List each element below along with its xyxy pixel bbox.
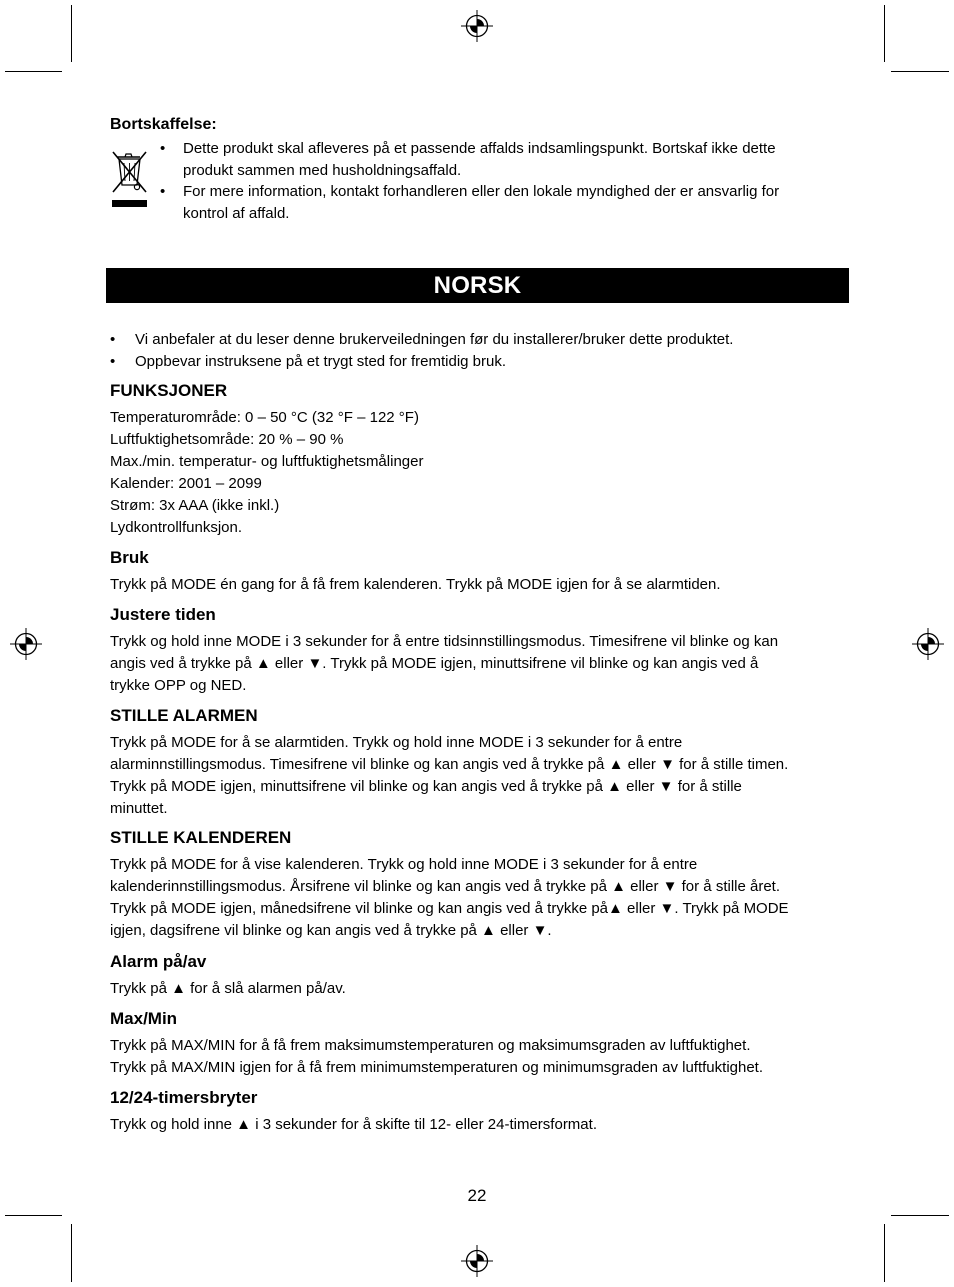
registration-mark-icon (460, 1244, 494, 1278)
text-line: Temperaturområde: 0 – 50 °C (32 °F – 122 °F) (110, 409, 419, 426)
section-heading: STILLE ALARMEN (110, 706, 258, 725)
section-heading: 12/24-timersbryter (110, 1088, 258, 1107)
section-stille-kalenderen (110, 827, 789, 942)
section-justere-tiden (110, 604, 778, 697)
bullet-marker: • (110, 353, 116, 370)
crop-mark-top-right-horizontal (891, 71, 949, 72)
crop-mark-top-right-vertical (884, 5, 885, 62)
section-max-min (110, 1008, 763, 1079)
text-line: alarminnstillingsmodus. Timesifrene vil blinke og kan angis ved å trykke på ▲ eller ▼ for å stille timen. (110, 756, 789, 773)
section-bruk (110, 547, 721, 596)
section-heading: Max/Min (110, 1009, 178, 1028)
text-line: Vi anbefaler at du leser denne brukerveiledningen før du installerer/bruker dette produktet. (135, 331, 734, 348)
section-heading: Alarm på/av (110, 952, 207, 971)
text-line: Trykk og hold inne ▲ i 3 sekunder for å skifte til 12- eller 24-timersformat. (110, 1116, 597, 1133)
section-heading: FUNKSJONER (110, 381, 228, 400)
text-line: Strøm: 3x AAA (ikke inkl.) (110, 497, 280, 514)
page-number: 22 (467, 1186, 487, 1205)
section-funksjoner (110, 380, 423, 539)
text-line: trykke OPP og NED. (110, 677, 247, 694)
section-heading: Bruk (110, 548, 149, 567)
disposal-heading: Bortskaffelse: (110, 116, 217, 133)
text-line: Luftfuktighetsområde: 20 % – 90 % (110, 431, 344, 448)
crop-mark-top-left-horizontal (5, 71, 62, 72)
section-stille-alarmen (110, 705, 788, 820)
text-line: Trykk på MAX/MIN for å få frem maksimumstemperaturen og maksimumsgraden av luftfuktighet. (110, 1037, 751, 1054)
section-heading: STILLE KALENDEREN (110, 828, 292, 847)
text-line: igjen, dagsifrene vil blinke og kan angis ved å trykke på ▲ eller ▼. (110, 922, 552, 939)
text-line: For mere information, kontakt forhandleren eller den lokale myndighed der er ansvarlig for (183, 183, 780, 200)
crop-mark-bottom-right-horizontal (891, 1215, 949, 1216)
text-line: angis ved å trykke på ▲ eller ▼. Trykk på MODE igjen, minuttsifrene vil blinke og kan angis ved å (110, 655, 759, 672)
crossed-out-wheelie-bin-icon (110, 148, 150, 210)
bullet-marker: • (160, 182, 166, 200)
bullet-marker: • (160, 139, 166, 157)
text-line: Dette produkt skal afleveres på et passende affalds indsamlingspunkt. Bortskaf ikke dette (183, 140, 776, 157)
crop-mark-bottom-left-horizontal (5, 1215, 62, 1216)
text-line: Trykk på MODE igjen, minuttsifrene vil blinke og kan angis ved å trykke på ▲ eller ▼ for å stille (110, 778, 742, 795)
text-line: produkt sammen med husholdningsaffald. (183, 161, 462, 179)
crop-mark-top-left-vertical (71, 5, 72, 62)
text-line: Trykk på MODE igjen, månedsifrene vil blinke og kan angis ved å trykke på▲ eller ▼. Trykk på MODE (110, 900, 789, 917)
crop-mark-bottom-right-vertical (884, 1224, 885, 1282)
text-line: Max./min. temperatur- og luftfuktighetsmålinger (110, 453, 424, 470)
text-line: Trykk og hold inne MODE i 3 sekunder for å entre tidsinnstillingsmodus. Timesifrene vil blinke og kan (110, 633, 779, 650)
text-line: Trykk på MODE for å se alarmtiden. Trykk og hold inne MODE i 3 sekunder for å entre (110, 734, 683, 751)
text-line: Lydkontrollfunksjon. (110, 519, 243, 536)
registration-mark-icon (9, 627, 43, 661)
section-12-24-timersbryter (110, 1087, 597, 1136)
language-banner: NORSK (106, 268, 849, 303)
text-line: kalenderinnstillingsmodus. Årsifrene vil blinke og kan angis ved å trykke på ▲ eller ▼ for å stille året. (110, 878, 781, 895)
registration-mark-icon (460, 9, 494, 43)
section-alarm-pa-av (110, 951, 346, 1000)
section-heading: Justere tiden (110, 605, 216, 624)
bullet-marker: • (110, 331, 116, 348)
text-line: Oppbevar instruksene på et trygt sted for fremtidig bruk. (135, 353, 507, 370)
registration-mark-icon (911, 627, 945, 661)
text-line: Trykk på MAX/MIN igjen for å få frem minimumstemperaturen og minimumsgraden av luftfuktighet. (110, 1059, 764, 1076)
text-line: Trykk på MODE én gang for å få frem kalenderen. Trykk på MODE igjen for å se alarmtiden. (110, 576, 721, 593)
crop-mark-bottom-left-vertical (71, 1224, 72, 1282)
text-line: kontrol af affald. (183, 204, 290, 222)
text-line: Trykk på ▲ for å slå alarmen på/av. (110, 980, 346, 997)
text-line: Kalender: 2001 – 2099 (110, 475, 262, 492)
text-line: Trykk på MODE for å vise kalenderen. Trykk og hold inne MODE i 3 sekunder for å entre (110, 856, 698, 873)
text-line: minuttet. (110, 800, 168, 817)
disposal-section (110, 115, 217, 135)
